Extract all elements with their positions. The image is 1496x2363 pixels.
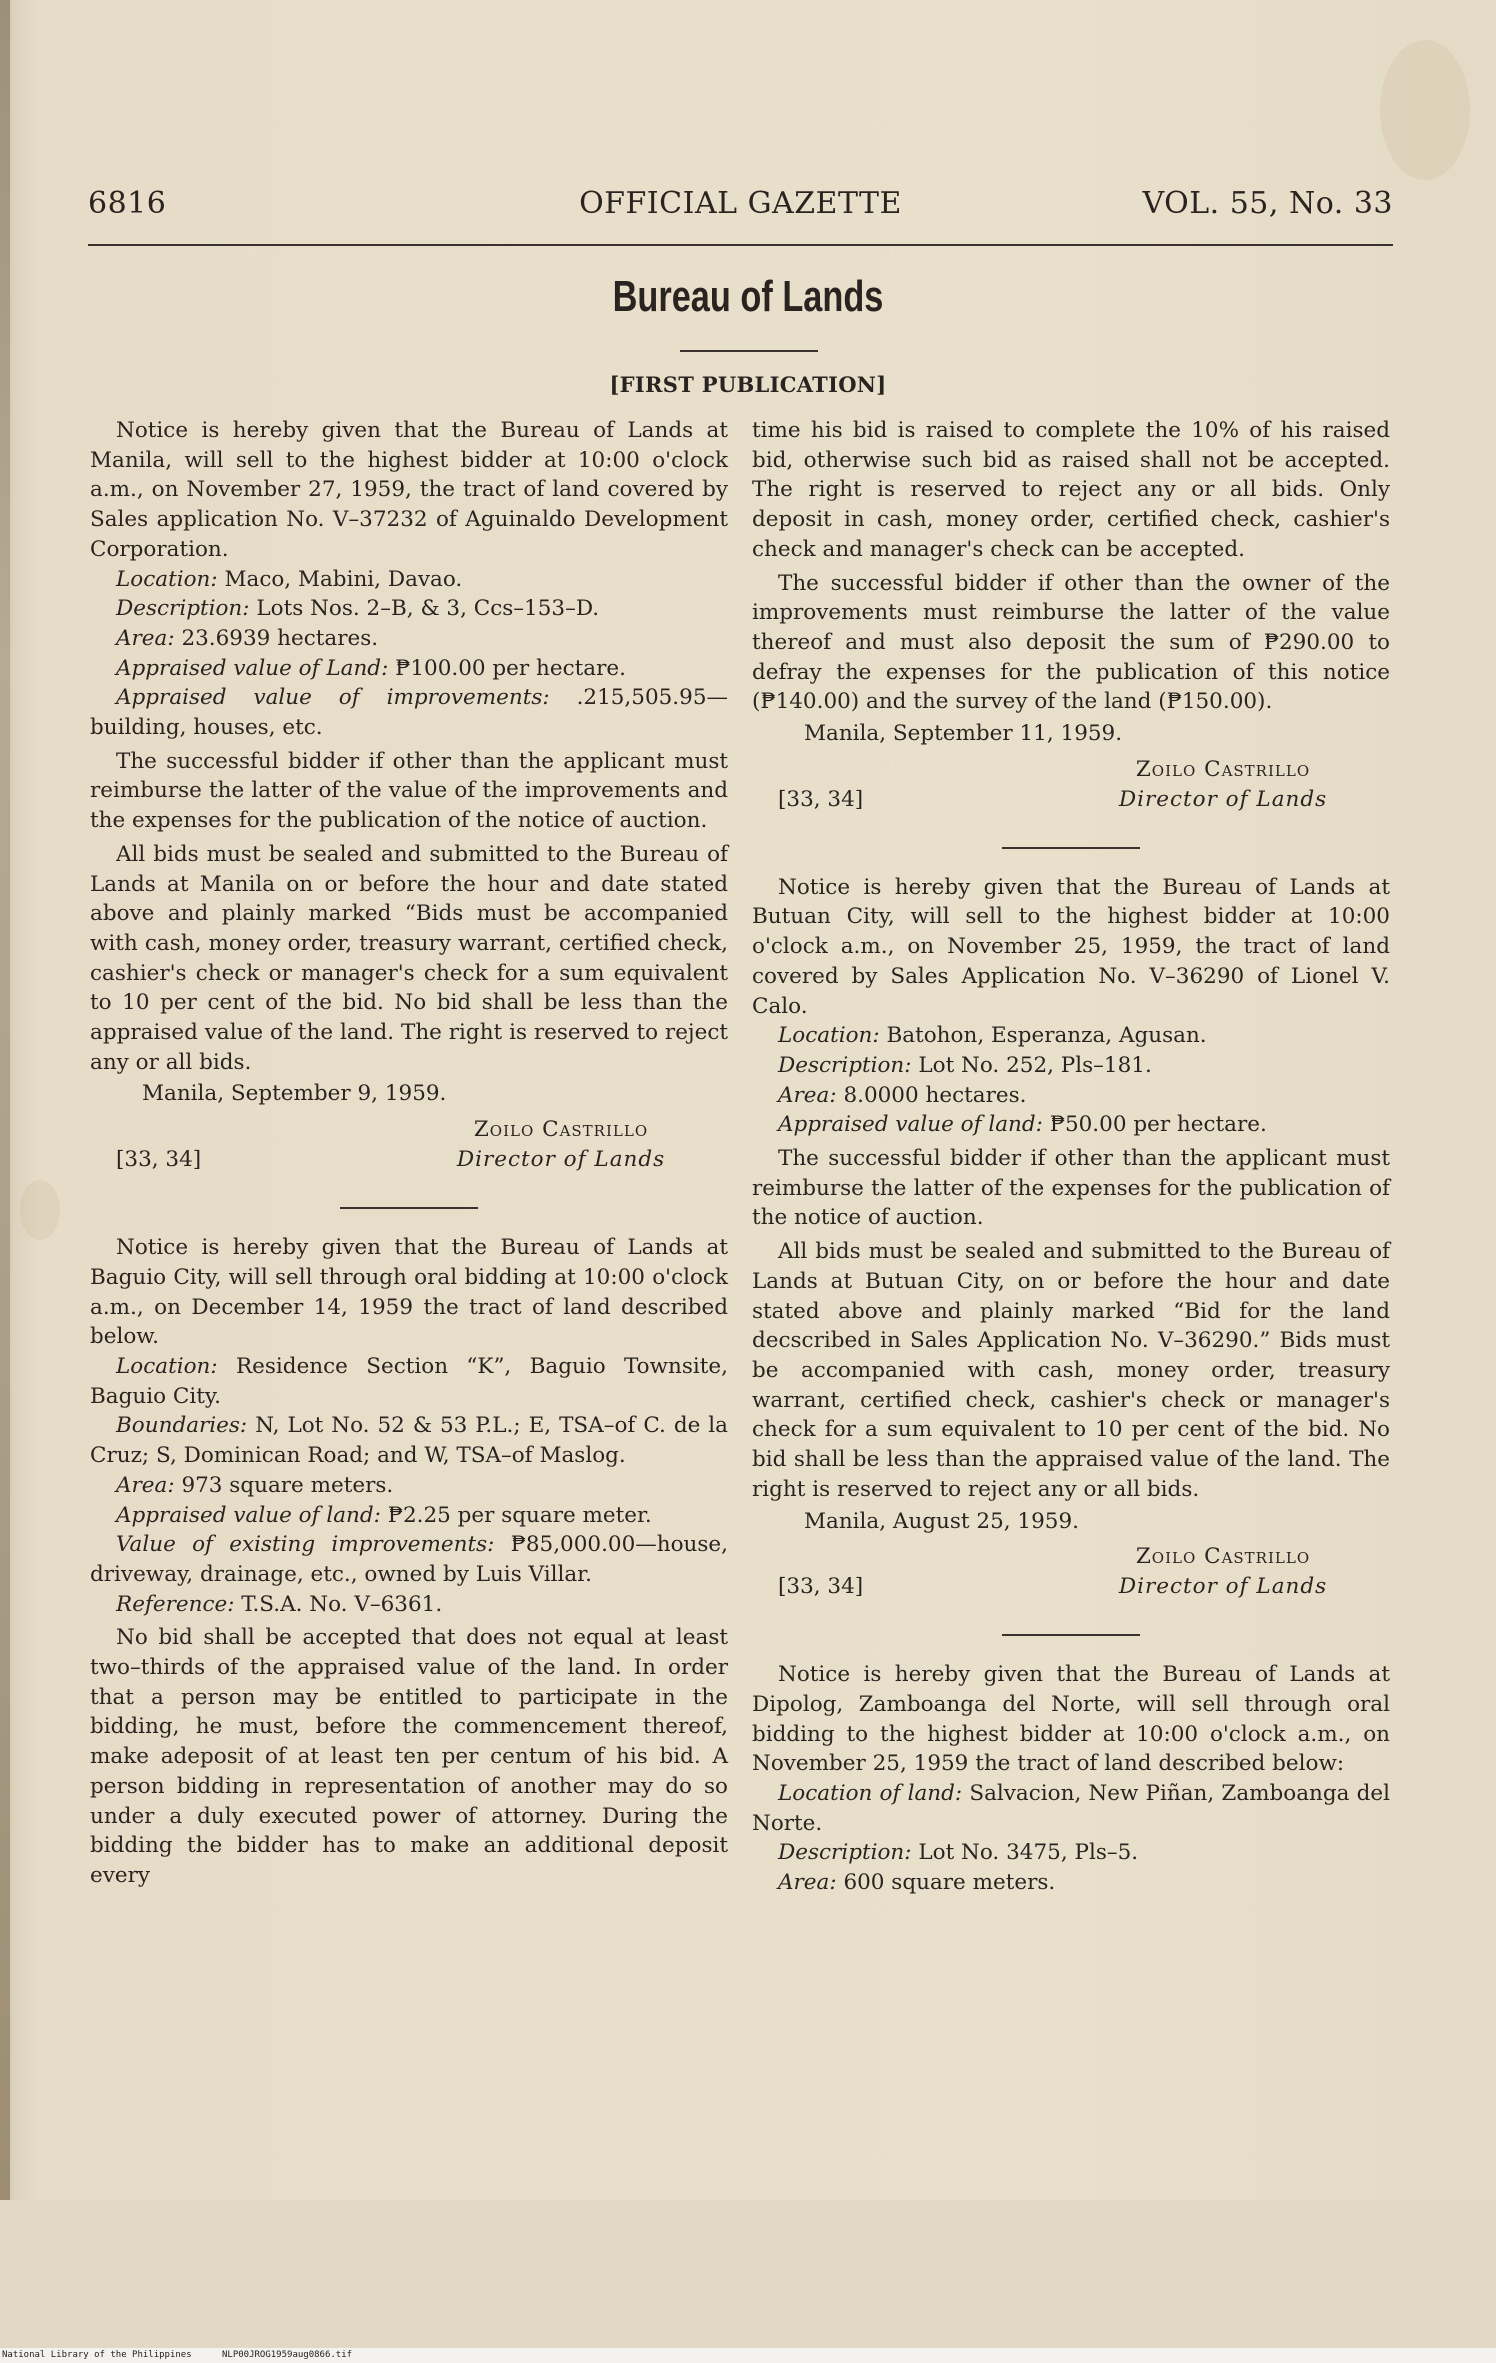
issue-code: [33, 34] bbox=[778, 1574, 864, 1600]
field-value: ₱50.00 per hectare. bbox=[1049, 1112, 1267, 1138]
left-column bbox=[90, 416, 728, 1891]
field-value: ₱100.00 per hectare. bbox=[395, 655, 626, 681]
field-label: Area: bbox=[778, 1082, 837, 1108]
volume-number: VOL. 55, No. 33 bbox=[1142, 186, 1393, 221]
title-rule bbox=[680, 350, 818, 352]
notice-area bbox=[90, 624, 728, 654]
field-label: Appraised value of land: bbox=[778, 1112, 1043, 1138]
notice-date: Manila, September 9, 1959. bbox=[142, 1081, 447, 1107]
notice-intro: Notice is hereby given that the Bureau of Lands at Baguio City, will sell through oral bidding at 10:00 o'clock a.m., on December 14, 1959 the tract of land described below. bbox=[90, 1235, 728, 1350]
notice-area bbox=[752, 1868, 1390, 1898]
notice-paragraph-continued: time his bid is raised to complete the 10% of his raised bid, otherwise such bid as raised shall not be accepted. The right is reserved to reject any or all bids. Only deposit in cash, money order, certified check, cashier's check and manager's check can be accepted. bbox=[752, 418, 1390, 562]
field-value: Maco, Mabini, Davao. bbox=[224, 566, 463, 592]
field-value: Batohon, Esperanza, Agusan. bbox=[886, 1023, 1207, 1049]
field-value: ₱85,000.00—house, driveway, drainage, etc., owned by Luis Villar. bbox=[90, 1532, 728, 1587]
field-label: Appraised value of land: bbox=[116, 1502, 381, 1528]
notice-paragraph: The successful bidder if other than the applicant must reimburse the latter of the value of the improvements and the expenses for the publication of the notice of auction. bbox=[90, 748, 728, 834]
right-column bbox=[752, 416, 1390, 1898]
notice-paragraph: All bids must be sealed and submitted to the Bureau of Lands at Manila on or before the hour and date stated above and plainly marked “Bids must be accompanied with cash, money order, treasury warrant, certified check, cashier's check or manager's check for a sum equivalent to 10 per cent of the bid. No bid shall be less than the appraised value of the land. The right is reserved to reject any or all bids. bbox=[90, 841, 728, 1075]
notice-description bbox=[752, 1838, 1390, 1868]
field-label: Appraised value of Land: bbox=[116, 655, 389, 681]
field-label: Area: bbox=[116, 625, 175, 651]
section-title: Bureau of Lands bbox=[612, 272, 884, 321]
field-value: Lot No. 252, Pls–181. bbox=[918, 1052, 1152, 1078]
field-label: Location: bbox=[116, 566, 218, 592]
notice-location bbox=[90, 565, 728, 595]
field-label: Area: bbox=[116, 1472, 175, 1498]
notice-divider bbox=[340, 1207, 478, 1209]
field-value: 23.6939 hectares. bbox=[181, 625, 379, 651]
field-value: Lots Nos. 2–B, & 3, Ccs–153–D. bbox=[256, 596, 600, 622]
signatory-name: Zoilo Castrillo bbox=[1135, 756, 1311, 782]
field-value: Salvacion, New Piñan, Zamboanga del Norte. bbox=[752, 1781, 1391, 1836]
field-label: Location: bbox=[116, 1353, 218, 1379]
field-value: 973 square meters. bbox=[181, 1472, 394, 1498]
field-label: Boundaries: bbox=[116, 1413, 248, 1439]
field-value: Residence Section “K”, Baguio Townsite, Baguio City. bbox=[90, 1353, 728, 1409]
field-value: .215,505.95—building, houses, etc. bbox=[90, 685, 728, 741]
notice-divider bbox=[1002, 1634, 1140, 1636]
field-value: T.S.A. No. V–6361. bbox=[241, 1591, 443, 1617]
page-edge bbox=[0, 0, 10, 2200]
notice-description bbox=[90, 594, 728, 624]
notice-paragraph: The successful bidder if other than the owner of the improvements must reimburse the latter of the value thereof and must also deposit the sum of ₱290.00 to defray the expenses for the publication of this notice (₱140.00) and the survey of the land (₱150.00). bbox=[752, 570, 1390, 715]
notice-land-value bbox=[90, 1501, 728, 1531]
field-value: Lot No. 3475, Pls–5. bbox=[918, 1840, 1139, 1866]
field-label: Location: bbox=[778, 1023, 880, 1049]
notice-improvements bbox=[90, 683, 728, 742]
notice-intro: Notice is hereby given that the Bureau of Lands at Butuan City, will sell to the highest bidder at 10:00 o'clock a.m., on November 25, 1959, the tract of land covered by Sales Application No. V–36290 of Lionel V. Calo. bbox=[752, 874, 1390, 1019]
file-id: NLP00JROG1959aug0866.tif bbox=[222, 2350, 353, 2360]
issue-code: [33, 34] bbox=[116, 1147, 202, 1173]
notice-divider bbox=[1002, 847, 1140, 849]
publication-title: OFFICIAL GAZETTE bbox=[579, 186, 902, 221]
notice-date: Manila, August 25, 1959. bbox=[804, 1508, 1079, 1534]
field-label: Description: bbox=[778, 1840, 912, 1866]
field-value: ₱2.25 per square meter. bbox=[387, 1502, 652, 1528]
notice-location bbox=[752, 1021, 1390, 1051]
field-value: N, Lot No. 52 & 53 P.L.; E, TSA–of C. de la Cruz; S, Dominican Road; and W, TSA–of Maslog. bbox=[90, 1413, 728, 1469]
field-label: Description: bbox=[778, 1052, 912, 1078]
signatory-title: Director of Lands bbox=[1118, 786, 1328, 812]
publication-label: [FIRST PUBLICATION] bbox=[609, 372, 887, 397]
field-value: 600 square meters. bbox=[843, 1870, 1056, 1896]
notice-description bbox=[752, 1051, 1390, 1081]
notice-date: Manila, September 11, 1959. bbox=[804, 721, 1123, 747]
notice-boundaries bbox=[90, 1411, 728, 1470]
scan-footer bbox=[0, 2348, 1496, 2363]
notice-area bbox=[752, 1081, 1390, 1111]
library-credit: National Library of the Philippines bbox=[2, 2350, 192, 2360]
issue-code: [33, 34] bbox=[778, 786, 864, 812]
header-rule bbox=[88, 244, 1393, 246]
signatory-title: Director of Lands bbox=[456, 1147, 666, 1173]
field-value: 8.0000 hectares. bbox=[843, 1082, 1027, 1108]
notice-area bbox=[90, 1471, 728, 1501]
notice-intro: Notice is hereby given that the Bureau of Lands at Manila, will sell to the highest bidder at 10:00 o'clock a.m., on November 27, 1959, the tract of land covered by Sales application No. V–37232 of Aguinaldo Development Corporation. bbox=[90, 418, 728, 562]
notice-land-value bbox=[90, 654, 728, 684]
paper-stain bbox=[1380, 40, 1470, 180]
notice-paragraph: No bid shall be accepted that does not equal at least two–thirds of the appraised value of the land. In order that a person may be entitled to participate in the bidding, he must, before the commencement thereof, make adeposit of at least ten per centum of his bid. A person bidding in representation of another may do so under a duly executed power of attorney. During the bidding the bidder has to make an additional deposit every bbox=[90, 1625, 728, 1888]
notice-reference bbox=[90, 1590, 728, 1620]
field-label: Area: bbox=[778, 1870, 837, 1896]
notice-paragraph: All bids must be sealed and submitted to the Bureau of Lands at Butuan City, on or before the hour and date stated above and plainly marked “Bid for the land decscribed in Sales Application No. V–36290.” Bids must be accompanied with cash, money order, treasury warrant, certified check, cashier's check or manager's check for a sum equivalent to 10 per cent of the bid. No bid shall be less than the appraised value of the land. The right is reserved to reject any or all bids. bbox=[752, 1239, 1390, 1502]
notice-location bbox=[90, 1352, 728, 1411]
field-label: Description: bbox=[116, 596, 250, 622]
field-label: Location of land: bbox=[778, 1781, 963, 1807]
notice-improvements bbox=[90, 1530, 728, 1589]
notice-location bbox=[752, 1779, 1390, 1838]
notice-land-value bbox=[752, 1110, 1390, 1140]
paper-stain bbox=[20, 1180, 60, 1240]
signature-block bbox=[90, 1115, 728, 1181]
field-label: Reference: bbox=[116, 1591, 235, 1617]
running-head bbox=[88, 186, 1393, 226]
signature-block bbox=[752, 755, 1390, 821]
signatory-title: Director of Lands bbox=[1118, 1574, 1328, 1600]
page-number: 6816 bbox=[88, 186, 167, 221]
signature-block bbox=[752, 1542, 1390, 1608]
signatory-name: Zoilo Castrillo bbox=[473, 1117, 649, 1143]
field-label: Appraised value of improvements: bbox=[116, 685, 550, 711]
notice-intro: Notice is hereby given that the Bureau of Lands at Dipolog, Zamboanga del Norte, will sell through oral bidding to the highest bidder at 10:00 o'clock a.m., on November 25, 1959 the tract of land described below: bbox=[752, 1662, 1390, 1777]
field-label: Value of existing improvements: bbox=[116, 1532, 495, 1558]
notice-paragraph: The successful bidder if other than the applicant must reimburse the latter of the expenses for the publication of the notice of auction. bbox=[752, 1146, 1390, 1231]
signatory-name: Zoilo Castrillo bbox=[1135, 1544, 1311, 1570]
